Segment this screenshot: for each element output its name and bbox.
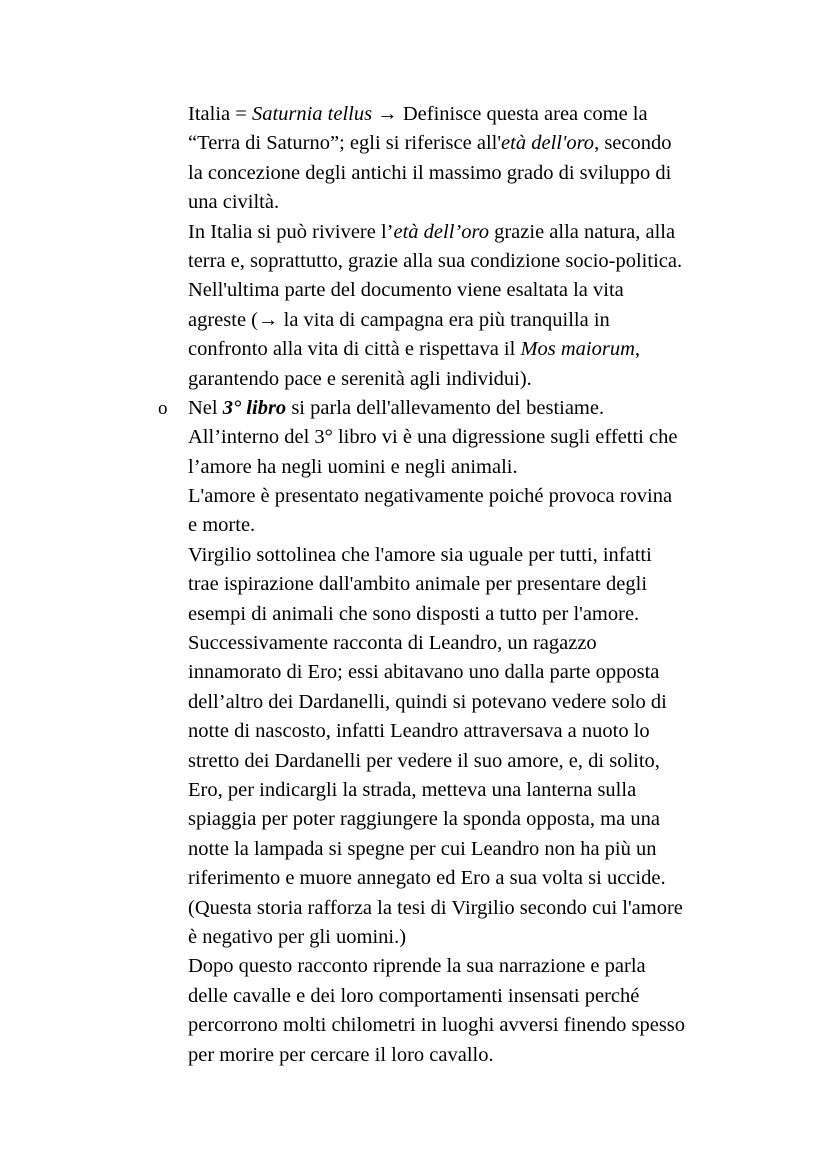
- text-line: Virgilio sottolinea che l'amore sia uguale per tutti, infatti: [188, 543, 652, 566]
- text-line: una civiltà.: [188, 191, 280, 214]
- text-line: All’interno del 3° libro vi è una digressione sugli effetti che: [188, 426, 678, 449]
- italic-term: età dell’oro: [393, 220, 489, 243]
- text-line: garantendo pace e serenità agli individui).: [188, 367, 532, 390]
- text-line: spiaggia per poter raggiungere la sponda opposta, ma una: [188, 808, 660, 831]
- text-line: “Terra di Saturno”; egli si riferisce all'età dell'oro, secondo: [188, 132, 672, 155]
- text-line: per morire per cercare il loro cavallo.: [188, 1043, 494, 1066]
- bold-italic-term: 3° libro: [222, 396, 287, 419]
- text-line: è negativo per gli uomini.): [188, 925, 407, 948]
- text-block: [158, 100, 748, 1070]
- text-line: trae ispirazione dall'ambito animale per presentare degli: [188, 573, 648, 596]
- text-line: notte di nascosto, infatti Leandro attraversava a nuoto lo: [188, 720, 650, 743]
- text-line: stretto dei Dardanelli per vedere il suo amore, e, di solito,: [188, 749, 660, 772]
- text-line: la concezione degli antichi il massimo grado di sviluppo di: [188, 161, 672, 184]
- text-line: Dopo questo racconto riprende la sua narrazione e parla: [188, 955, 646, 978]
- text-line: Nell'ultima parte del documento viene esaltata la vita: [188, 279, 624, 302]
- text-line: terra e, soprattutto, grazie alla sua condizione socio-politica.: [188, 249, 683, 272]
- text-line: L'amore è presentato negativamente poiché provoca rovina: [188, 485, 673, 508]
- bullet-circle-icon: o: [158, 397, 168, 419]
- text-line: Ero, per indicargli la strada, metteva una lanterna sulla: [188, 778, 637, 801]
- text-line: confronto alla vita di città e rispettava il Mos maiorum,: [188, 338, 641, 361]
- text-line: Successivamente racconta di Leandro, un ragazzo: [188, 632, 597, 655]
- text-line: e morte.: [188, 514, 256, 537]
- italic-term: Mos maiorum: [520, 338, 635, 361]
- text-line: notte la lampada si spegne per cui Leandro non ha più un: [188, 837, 657, 860]
- text-line: dell’altro dei Dardanelli, quindi si potevano vedere solo di: [188, 690, 667, 713]
- text-line: delle cavalle e dei loro comportamenti insensati perché: [188, 984, 640, 1007]
- text-line: l’amore ha negli uomini e negli animali.: [188, 455, 518, 478]
- italic-term: età dell'oro: [501, 132, 595, 155]
- text-line: Italia = Saturnia tellus → Definisce questa area come la: [188, 103, 648, 125]
- text-line: Nel 3° libro si parla dell'allevamento del bestiame.: [188, 396, 605, 419]
- text-line: (Questa storia rafforza la tesi di Virgilio secondo cui l'amore: [188, 896, 683, 919]
- list-item: [158, 394, 748, 1070]
- text-line: agreste (→ la vita di campagna era più tranquilla in: [188, 308, 610, 331]
- text-line: esempi di animali che sono disposti a tutto per l'amore.: [188, 602, 640, 625]
- italic-term: Saturnia tellus: [251, 103, 373, 125]
- text-line: innamorato di Ero; essi abitavano uno dalla parte opposta: [188, 661, 660, 684]
- text-line: percorrono molti chilometri in luoghi avversi finendo spesso: [188, 1014, 686, 1037]
- text-line: riferimento e muore annegato ed Ero a sua volta si uccide.: [188, 867, 666, 890]
- text-line: In Italia si può rivivere l’età dell’oro grazie alla natura, alla: [188, 220, 676, 243]
